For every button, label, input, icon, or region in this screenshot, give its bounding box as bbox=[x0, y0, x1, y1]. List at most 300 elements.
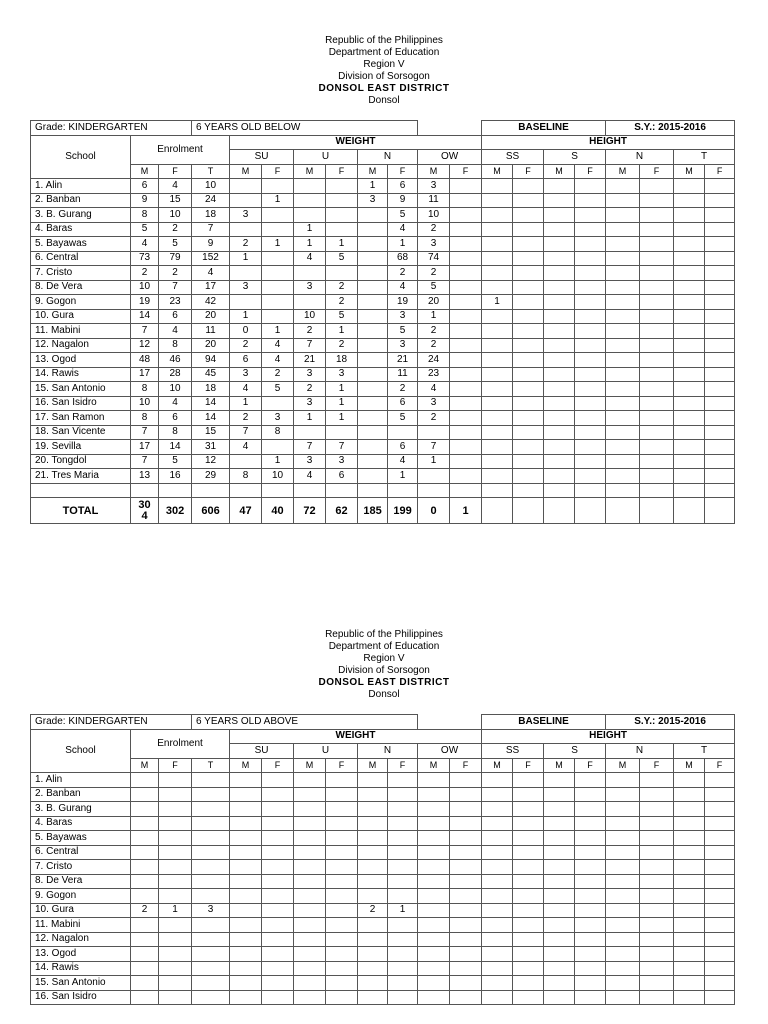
value-cell bbox=[513, 903, 544, 918]
value-cell bbox=[575, 903, 606, 918]
value-cell bbox=[450, 918, 482, 933]
value-cell bbox=[640, 469, 674, 484]
value-cell bbox=[418, 903, 450, 918]
value-cell: 2 bbox=[418, 338, 450, 353]
value-cell bbox=[192, 874, 230, 889]
value-cell bbox=[544, 440, 575, 455]
value-cell bbox=[326, 831, 358, 846]
table2-body bbox=[31, 773, 735, 1005]
value-cell bbox=[450, 990, 482, 1005]
value-cell: 1 bbox=[326, 382, 358, 397]
value-cell bbox=[674, 990, 705, 1005]
value-cell bbox=[262, 787, 294, 802]
value-cell: 3 bbox=[388, 338, 418, 353]
value-cell bbox=[606, 208, 640, 223]
value-cell: 2 bbox=[326, 280, 358, 295]
empty-cell bbox=[482, 483, 513, 498]
value-cell bbox=[131, 787, 159, 802]
value-cell: 94 bbox=[192, 353, 230, 368]
value-cell bbox=[230, 889, 262, 904]
value-cell bbox=[262, 845, 294, 860]
value-cell bbox=[674, 918, 705, 933]
value-cell: 3 bbox=[358, 193, 388, 208]
value-cell bbox=[450, 802, 482, 817]
value-cell: 24 bbox=[418, 353, 450, 368]
value-cell bbox=[513, 469, 544, 484]
value-cell bbox=[640, 411, 674, 426]
school-name-cell: 16. San Isidro bbox=[31, 990, 131, 1005]
value-cell: 1 bbox=[230, 309, 262, 324]
value-cell bbox=[705, 309, 735, 324]
value-cell bbox=[131, 918, 159, 933]
value-cell bbox=[358, 251, 388, 266]
value-cell: 7 bbox=[326, 440, 358, 455]
value-cell bbox=[482, 266, 513, 281]
col-m: M bbox=[482, 164, 513, 179]
value-cell bbox=[418, 845, 450, 860]
value-cell bbox=[544, 179, 575, 194]
value-cell bbox=[544, 353, 575, 368]
value-cell: 1 bbox=[262, 237, 294, 252]
value-cell: 74 bbox=[418, 251, 450, 266]
school-name-cell: 11. Mabini bbox=[31, 324, 131, 339]
value-cell bbox=[674, 396, 705, 411]
value-cell: 12 bbox=[192, 454, 230, 469]
value-cell bbox=[575, 266, 606, 281]
value-cell bbox=[606, 860, 640, 875]
value-cell bbox=[482, 367, 513, 382]
value-cell: 3 bbox=[326, 454, 358, 469]
value-cell bbox=[674, 367, 705, 382]
value-cell bbox=[640, 918, 674, 933]
value-cell bbox=[192, 860, 230, 875]
value-cell bbox=[544, 947, 575, 962]
col-m: M bbox=[230, 164, 262, 179]
value-cell bbox=[640, 831, 674, 846]
col-m: M bbox=[674, 758, 705, 773]
table-row bbox=[31, 396, 735, 411]
value-cell bbox=[575, 469, 606, 484]
value-cell: 3 bbox=[262, 411, 294, 426]
value-cell: 2 bbox=[418, 324, 450, 339]
value-cell bbox=[450, 773, 482, 788]
value-cell: 14 bbox=[159, 440, 192, 455]
value-cell bbox=[674, 353, 705, 368]
value-cell bbox=[450, 976, 482, 991]
value-cell bbox=[192, 961, 230, 976]
value-cell bbox=[230, 845, 262, 860]
value-cell bbox=[450, 903, 482, 918]
value-cell bbox=[159, 845, 192, 860]
value-cell: 6 bbox=[326, 469, 358, 484]
value-cell bbox=[705, 845, 735, 860]
col-m: M bbox=[418, 164, 450, 179]
table-row bbox=[31, 932, 735, 947]
value-cell bbox=[606, 773, 640, 788]
table-row bbox=[31, 237, 735, 252]
value-cell bbox=[230, 193, 262, 208]
value-cell bbox=[705, 831, 735, 846]
value-cell: 2 bbox=[358, 903, 388, 918]
value-cell bbox=[326, 889, 358, 904]
school-name-cell: 1. Alin bbox=[31, 773, 131, 788]
value-cell bbox=[418, 773, 450, 788]
value-cell: 7 bbox=[418, 440, 450, 455]
value-cell bbox=[418, 469, 450, 484]
school-name-cell: 21. Tres Maria bbox=[31, 469, 131, 484]
value-cell: 1 bbox=[388, 469, 418, 484]
value-cell bbox=[606, 845, 640, 860]
value-cell bbox=[544, 845, 575, 860]
value-cell bbox=[192, 802, 230, 817]
table-row bbox=[31, 961, 735, 976]
value-cell bbox=[159, 889, 192, 904]
value-cell bbox=[640, 324, 674, 339]
value-cell bbox=[513, 425, 544, 440]
value-cell: 79 bbox=[159, 251, 192, 266]
value-cell bbox=[544, 237, 575, 252]
value-cell bbox=[326, 179, 358, 194]
value-cell bbox=[294, 266, 326, 281]
value-cell bbox=[575, 324, 606, 339]
value-cell: 20 bbox=[192, 309, 230, 324]
value-cell bbox=[294, 179, 326, 194]
value-cell bbox=[358, 382, 388, 397]
value-cell: 5 bbox=[131, 222, 159, 237]
empty-cell bbox=[640, 483, 674, 498]
value-cell: 28 bbox=[159, 367, 192, 382]
value-cell bbox=[606, 193, 640, 208]
col-f: F bbox=[450, 758, 482, 773]
value-cell bbox=[482, 396, 513, 411]
col-m: M bbox=[230, 758, 262, 773]
value-cell bbox=[606, 903, 640, 918]
value-cell: 3 bbox=[230, 280, 262, 295]
empty-cell bbox=[192, 483, 230, 498]
value-cell bbox=[482, 932, 513, 947]
school-name-cell: 20. Tongdol bbox=[31, 454, 131, 469]
value-cell bbox=[450, 787, 482, 802]
value-cell bbox=[705, 454, 735, 469]
value-cell bbox=[705, 237, 735, 252]
value-cell bbox=[262, 947, 294, 962]
col-f: F bbox=[159, 758, 192, 773]
value-cell bbox=[358, 860, 388, 875]
value-cell: 45 bbox=[192, 367, 230, 382]
value-cell bbox=[575, 367, 606, 382]
value-cell bbox=[674, 802, 705, 817]
value-cell bbox=[705, 382, 735, 397]
value-cell bbox=[358, 961, 388, 976]
value-cell bbox=[482, 831, 513, 846]
value-cell bbox=[705, 440, 735, 455]
value-cell: 73 bbox=[131, 251, 159, 266]
value-cell bbox=[674, 454, 705, 469]
value-cell bbox=[262, 309, 294, 324]
value-cell bbox=[482, 237, 513, 252]
value-cell: 48 bbox=[131, 353, 159, 368]
value-cell bbox=[606, 961, 640, 976]
value-cell bbox=[482, 324, 513, 339]
value-cell bbox=[544, 367, 575, 382]
empty-cell bbox=[674, 483, 705, 498]
value-cell bbox=[294, 860, 326, 875]
value-cell bbox=[640, 787, 674, 802]
value-cell bbox=[192, 889, 230, 904]
value-cell bbox=[606, 338, 640, 353]
value-cell: 13 bbox=[131, 469, 159, 484]
value-cell bbox=[705, 947, 735, 962]
value-cell bbox=[418, 889, 450, 904]
value-cell bbox=[131, 961, 159, 976]
value-cell: 14 bbox=[192, 411, 230, 426]
value-cell: 31 bbox=[192, 440, 230, 455]
table-row bbox=[31, 440, 735, 455]
empty-cell bbox=[262, 483, 294, 498]
value-cell bbox=[326, 773, 358, 788]
value-cell bbox=[230, 874, 262, 889]
value-cell bbox=[606, 353, 640, 368]
value-cell: 1 bbox=[159, 903, 192, 918]
col-m: M bbox=[544, 758, 575, 773]
height-ss-header: SS bbox=[482, 150, 544, 165]
value-cell bbox=[674, 193, 705, 208]
empty-cell bbox=[575, 483, 606, 498]
value-cell bbox=[544, 309, 575, 324]
value-cell bbox=[513, 802, 544, 817]
value-cell bbox=[674, 382, 705, 397]
value-cell bbox=[674, 889, 705, 904]
value-cell bbox=[575, 222, 606, 237]
value-cell bbox=[262, 860, 294, 875]
value-cell: 8 bbox=[230, 469, 262, 484]
value-cell bbox=[450, 396, 482, 411]
value-cell bbox=[674, 874, 705, 889]
value-cell bbox=[544, 396, 575, 411]
table-row bbox=[31, 208, 735, 223]
table-row bbox=[31, 425, 735, 440]
total-value-cell bbox=[640, 498, 674, 524]
value-cell bbox=[230, 961, 262, 976]
value-cell bbox=[606, 295, 640, 310]
value-cell: 6 bbox=[388, 440, 418, 455]
table-row bbox=[31, 295, 735, 310]
value-cell bbox=[388, 976, 418, 991]
value-cell bbox=[326, 860, 358, 875]
value-cell: 5 bbox=[388, 411, 418, 426]
value-cell: 3 bbox=[418, 396, 450, 411]
value-cell bbox=[230, 179, 262, 194]
value-cell: 8 bbox=[159, 425, 192, 440]
col-f: F bbox=[513, 164, 544, 179]
value-cell bbox=[450, 874, 482, 889]
value-cell bbox=[450, 411, 482, 426]
school-column-header: School bbox=[31, 135, 131, 179]
value-cell: 5 bbox=[326, 309, 358, 324]
value-cell bbox=[358, 295, 388, 310]
nutrition-table-below-6 bbox=[30, 120, 735, 524]
value-cell bbox=[450, 889, 482, 904]
value-cell: 7 bbox=[159, 280, 192, 295]
total-value-cell bbox=[674, 498, 705, 524]
value-cell bbox=[358, 831, 388, 846]
value-cell bbox=[482, 469, 513, 484]
value-cell: 3 bbox=[230, 208, 262, 223]
value-cell: 18 bbox=[326, 353, 358, 368]
value-cell bbox=[544, 831, 575, 846]
value-cell: 5 bbox=[418, 280, 450, 295]
value-cell bbox=[513, 454, 544, 469]
value-cell: 3 bbox=[294, 280, 326, 295]
value-cell: 24 bbox=[192, 193, 230, 208]
value-cell bbox=[230, 976, 262, 991]
value-cell bbox=[482, 411, 513, 426]
value-cell bbox=[640, 382, 674, 397]
value-cell bbox=[575, 816, 606, 831]
value-cell bbox=[358, 396, 388, 411]
value-cell bbox=[705, 295, 735, 310]
value-cell bbox=[482, 179, 513, 194]
value-cell bbox=[674, 425, 705, 440]
empty-cell bbox=[418, 483, 450, 498]
value-cell bbox=[606, 454, 640, 469]
value-cell: 68 bbox=[388, 251, 418, 266]
value-cell bbox=[674, 903, 705, 918]
value-cell bbox=[230, 222, 262, 237]
col-f: F bbox=[450, 164, 482, 179]
value-cell bbox=[262, 831, 294, 846]
baseline-label: BASELINE bbox=[482, 715, 606, 730]
school-name-cell: 8. De Vera bbox=[31, 280, 131, 295]
value-cell bbox=[674, 831, 705, 846]
value-cell bbox=[326, 266, 358, 281]
value-cell bbox=[450, 353, 482, 368]
value-cell: 6 bbox=[131, 179, 159, 194]
value-cell bbox=[705, 469, 735, 484]
value-cell bbox=[640, 874, 674, 889]
value-cell bbox=[482, 990, 513, 1005]
value-cell: 3 bbox=[418, 237, 450, 252]
col-f: F bbox=[388, 758, 418, 773]
value-cell bbox=[192, 831, 230, 846]
value-cell bbox=[674, 440, 705, 455]
value-cell bbox=[606, 266, 640, 281]
value-cell bbox=[294, 208, 326, 223]
total-value-cell: 199 bbox=[388, 498, 418, 524]
value-cell bbox=[640, 251, 674, 266]
value-cell bbox=[159, 860, 192, 875]
value-cell: 1 bbox=[230, 396, 262, 411]
height-s-header: S bbox=[544, 150, 606, 165]
value-cell bbox=[575, 860, 606, 875]
value-cell bbox=[606, 802, 640, 817]
value-cell: 20 bbox=[192, 338, 230, 353]
value-cell bbox=[575, 295, 606, 310]
value-cell bbox=[450, 440, 482, 455]
school-name-cell: 17. San Ramon bbox=[31, 411, 131, 426]
value-cell: 4 bbox=[131, 237, 159, 252]
value-cell bbox=[674, 222, 705, 237]
value-cell bbox=[230, 266, 262, 281]
col-m: M bbox=[606, 758, 640, 773]
value-cell bbox=[358, 309, 388, 324]
col-f: F bbox=[262, 758, 294, 773]
value-cell: 3 bbox=[418, 179, 450, 194]
value-cell: 5 bbox=[159, 237, 192, 252]
value-cell bbox=[674, 324, 705, 339]
baseline-label: BASELINE bbox=[482, 121, 606, 136]
value-cell bbox=[705, 425, 735, 440]
col-f: F bbox=[640, 164, 674, 179]
value-cell bbox=[482, 903, 513, 918]
value-cell: 2 bbox=[418, 411, 450, 426]
value-cell bbox=[294, 845, 326, 860]
value-cell bbox=[358, 425, 388, 440]
value-cell bbox=[326, 961, 358, 976]
value-cell bbox=[705, 860, 735, 875]
value-cell bbox=[358, 338, 388, 353]
value-cell bbox=[192, 976, 230, 991]
value-cell: 2 bbox=[388, 382, 418, 397]
value-cell bbox=[575, 440, 606, 455]
value-cell bbox=[262, 903, 294, 918]
value-cell bbox=[388, 918, 418, 933]
value-cell: 3 bbox=[230, 367, 262, 382]
height-t-header: T bbox=[674, 744, 735, 759]
value-cell bbox=[640, 179, 674, 194]
total-value-cell bbox=[606, 498, 640, 524]
value-cell bbox=[262, 802, 294, 817]
value-cell: 17 bbox=[131, 367, 159, 382]
value-cell bbox=[388, 816, 418, 831]
spacer-row bbox=[31, 483, 735, 498]
value-cell bbox=[640, 947, 674, 962]
value-cell: 2 bbox=[159, 266, 192, 281]
value-cell bbox=[450, 237, 482, 252]
value-cell bbox=[358, 787, 388, 802]
school-name-cell: 9. Gogon bbox=[31, 889, 131, 904]
value-cell bbox=[606, 787, 640, 802]
value-cell bbox=[482, 440, 513, 455]
value-cell: 4 bbox=[262, 338, 294, 353]
value-cell bbox=[640, 860, 674, 875]
value-cell bbox=[418, 947, 450, 962]
value-cell bbox=[294, 976, 326, 991]
value-cell: 1 bbox=[418, 454, 450, 469]
value-cell bbox=[544, 932, 575, 947]
value-cell bbox=[575, 237, 606, 252]
document-header-1 bbox=[0, 35, 768, 107]
school-name-cell: 15. San Antonio bbox=[31, 382, 131, 397]
value-cell bbox=[640, 280, 674, 295]
school-name-cell: 3. B. Gurang bbox=[31, 802, 131, 817]
table-row bbox=[31, 976, 735, 991]
value-cell bbox=[418, 918, 450, 933]
value-cell: 1 bbox=[326, 237, 358, 252]
value-cell bbox=[606, 816, 640, 831]
value-cell bbox=[640, 816, 674, 831]
value-cell: 8 bbox=[131, 411, 159, 426]
col-f: F bbox=[575, 164, 606, 179]
value-cell bbox=[705, 367, 735, 382]
value-cell bbox=[388, 947, 418, 962]
value-cell: 1 bbox=[326, 411, 358, 426]
value-cell bbox=[358, 208, 388, 223]
value-cell bbox=[358, 353, 388, 368]
value-cell bbox=[450, 932, 482, 947]
table-row bbox=[31, 324, 735, 339]
value-cell bbox=[388, 425, 418, 440]
